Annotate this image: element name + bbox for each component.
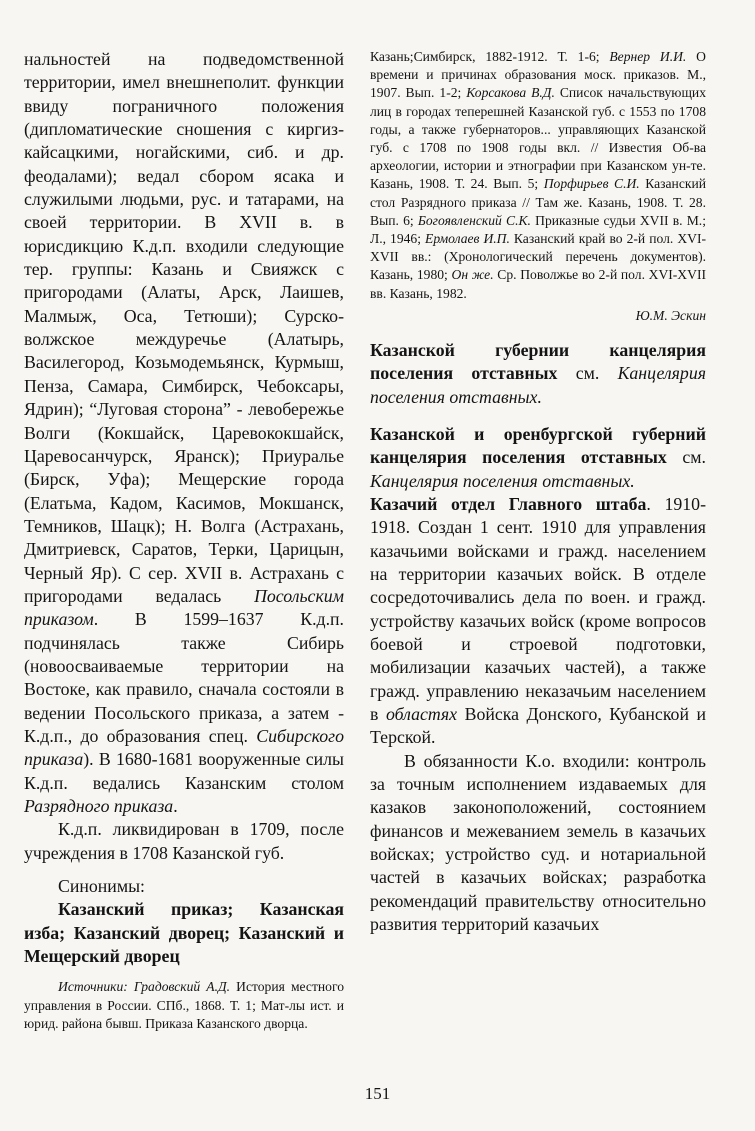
kazan-prikaz-description (24, 48, 344, 818)
references-continued (370, 48, 706, 303)
author-signature: Ю.М. Эскин (635, 307, 706, 323)
left-column (24, 48, 344, 1033)
text-run: Список начальствующих лиц в городах теперешней Казанской губ. с 1553 по 1708 годы, а также губернаторов... управляющих Казанской губ. с 1708 по 1908 годы вкл. // Известия Об-ва археологии, истории и этнографии при Казанском ун-те. Казань, 1908. Т. 24. Вып. 5; (370, 85, 707, 192)
text-run: Приказные судьи XVII в. М.; Л., 1946; (370, 212, 706, 247)
cross-reference: Канцелярия поселения отставных. (370, 470, 635, 491)
cross-reference: Разрядного приказа (24, 796, 174, 816)
synonyms-label: Синонимы: (58, 876, 145, 897)
cross-reference: Посольским приказом (24, 585, 344, 630)
entry-heading: Казачий отдел Главного штаба (370, 493, 647, 514)
text-run: . (173, 796, 178, 816)
author-name: Ермолаев И.П. (425, 231, 510, 247)
see-label: см. (682, 447, 706, 468)
sources-text: История местного управления в России. СПб., 1868. Т. 1; Мат-лы ист. и юрид. района бывш. Приказа Казанского дворца. (24, 979, 345, 1031)
sources-paragraph (24, 978, 344, 1033)
cossack-duties-paragraph: В обязанности К.о. входили: контроль за точным исполнением издаваемых для казаков законоположений, состоянием финансов и межеванием земель в казачьих войсках; устройство суд. и нотариальной частей в казачьих войсках; разработка рекомендаций правительству относительно развития территорий казачьих (370, 750, 706, 935)
cross-reference: Сибирского приказа (24, 725, 344, 770)
author-name: Он же. (451, 267, 494, 283)
text-run: Ср. Поволжье во 2-й пол. XVI-XVII вв. Казань, 1982. (370, 267, 706, 301)
cross-reference: областях (385, 704, 458, 724)
text-run: . В 1599–1637 К.д.п. подчинялась также Сибирь (новоосваиваемые территории на Востоке, как правило, сначала состояли в ведении Посольского приказа, а затем - К.д.п., до образования спец. (24, 609, 344, 746)
page-number: 151 (364, 1084, 391, 1103)
text-run: нальностей на подведомственной территории, имел внешнеполит. функции ввиду пограничного положения (дипломатические сношения с киргиз-кайсацкими, ногайскими, сиб. и др. феодалами); ведал сбором ясака и служилыми людьми, рус. и татарами, на своей территории. В XVII в. в юрисдикцию К.д.п. входили следующие тер. группы: Казань и Свияжск с пригородами (Алаты, Арск, Лаишев, Малмыж, Оса, Тетюши); Сурско-волжское междуречье (Алатырь, Василегород, Козьмодемьянск, Курмыш, Пенза, Самара, Симбирск, Чебоксары, Ядрин); “Луговая сторона” - левобережье Волги (Кокшайск, Царевококшайск, Царевосанчурск, Яранск); Приуралье (Бирск, Уфа); Мещерские города (Елатьма, Кадом, Касимов, Мокшанск, Темников, Шацк); Н. Волга (Астрахань, Дмитриевск, Саратов, Терки, Царицын, Черный Яр). С сер. XVII в. Астрахань с пригородами ведалась (24, 49, 344, 606)
see-label: см. (575, 363, 600, 384)
text-run: Казанский край во 2-й пол. XVI-XVII вв.: (Хронологический перечень документов). Казань, 1980; (370, 231, 707, 283)
entry-heading: Казанской губернии канцелярия поселения отставных (370, 339, 706, 384)
author-name: Корсакова В.Д. (466, 85, 555, 101)
text-run: Войска Донского, Кубанской и Терской. (370, 704, 706, 748)
entry-kazan-gubernia-chancellery (370, 339, 706, 409)
right-column (370, 48, 706, 936)
sources-label: Источники: Градовский А.Д. (58, 979, 231, 995)
cross-reference: Канцелярия поселения отставных. (370, 363, 706, 407)
text-run: . 1910-1918. Создан 1 сент. 1910 для управления казачьими войсками и гражд. населением на территории казачьих войск. В отделе сосредоточивались дела по воен. и гражд. устройству казачьих войск (кроме вопросов боевой и строевой подготовки, мобилизации казачьих частей), а также гражд. управлению неказачьим населением в (370, 493, 706, 724)
entry-kazan-orenburg-chancellery (370, 423, 706, 493)
author-name: Богоявленский С.К. (417, 212, 531, 228)
text-run: Казань;Симбирск, 1882-1912. Т. 1-6; (370, 49, 600, 64)
author-name: Вернер И.И. (609, 49, 687, 64)
entry-cossack-department (370, 493, 706, 750)
synonyms-list: Казанский приказ; Казанская изба; Казанский дворец; Казанский и Мещерский дворец (24, 899, 344, 967)
liquidation-paragraph: К.д.п. ликвидирован в 1709, после учреждения в 1708 Казанской губ. (24, 819, 344, 863)
text-run: Казанский стол Разрядного приказа // Там же. Казань, 1908. Т. 28. Вып. 6; (370, 176, 707, 228)
author-name: Порфирьев С.И. (543, 176, 640, 192)
text-run: О времени и причинах образования моск. приказов. М., 1907. Вып. 1-2; (370, 49, 706, 101)
text-run: ). В 1680-1681 вооруженные силы К.д.п. ведались Казанским столом (24, 749, 344, 793)
entry-heading: Казанской и оренбургской губерний канцелярия поселения отставных (370, 423, 706, 468)
